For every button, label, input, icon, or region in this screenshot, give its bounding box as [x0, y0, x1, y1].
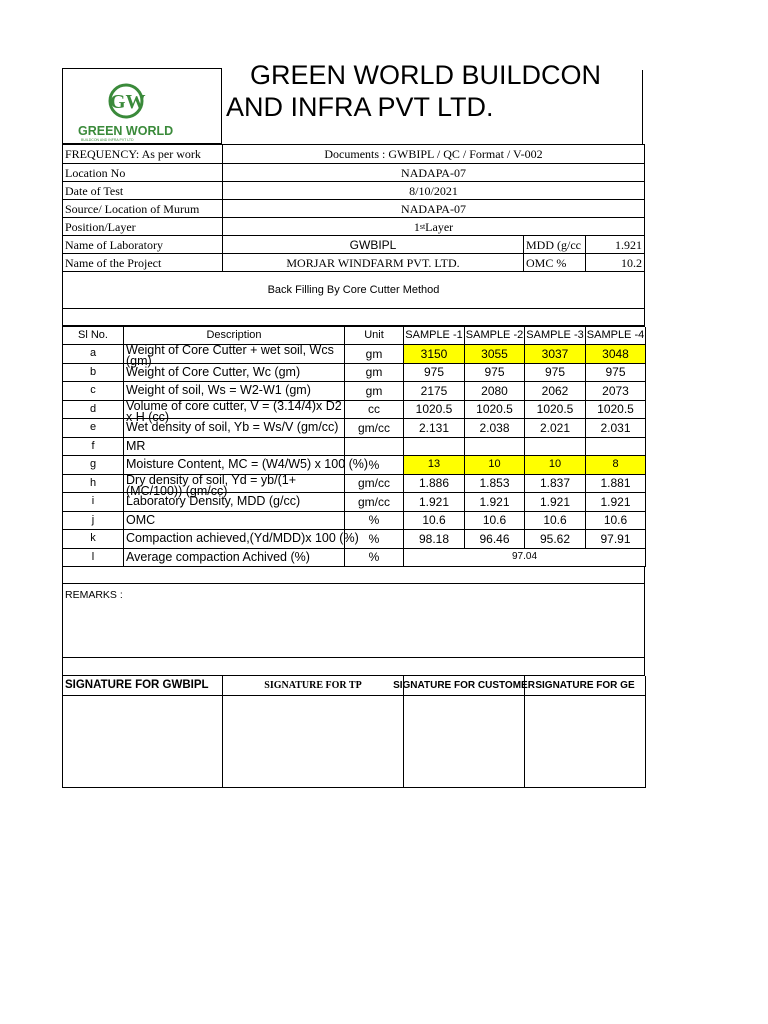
sample-2-value: 2.038: [465, 419, 525, 438]
sample-4-value: 1.881: [586, 475, 646, 494]
sample-3-value: 10: [525, 456, 586, 475]
omc-value: 10.2: [586, 254, 645, 272]
row-description: Moisture Content, MC = (W4/W5) x 100 (%): [124, 456, 345, 475]
green-world-logo-icon: [63, 69, 221, 143]
signature-ge-box: [525, 696, 646, 788]
source-label: Source/ Location of Murum: [63, 200, 223, 218]
sample-1-value: 1.886: [404, 475, 465, 494]
project-value: MORJAR WINDFARM PVT. LTD.: [223, 254, 524, 272]
logo-mark: GW: [110, 91, 146, 113]
location-label: Location No: [63, 164, 223, 182]
title-right-border: [642, 70, 643, 144]
signature-gwbipl-box: [63, 696, 223, 788]
row-description: MR: [124, 438, 345, 457]
company-title-line1: GREEN WORLD BUILDCON: [250, 60, 602, 90]
row-unit: gm/cc: [345, 419, 404, 438]
row-description: OMC: [124, 512, 345, 531]
sample-1-value: 10.6: [404, 512, 465, 531]
row-sl: j: [63, 512, 124, 531]
row-unit: gm: [345, 364, 404, 383]
sample-3-value: 1.837: [525, 475, 586, 494]
row-description: Wet density of soil, Yb = Ws/V (gm/cc): [124, 419, 345, 438]
header-unit: Unit: [345, 327, 404, 345]
header-sample-3: SAMPLE -3: [525, 327, 586, 345]
method-title: Back Filling By Core Cutter Method: [267, 283, 440, 296]
date-label: Date of Test: [63, 182, 223, 200]
average-compaction-value: 97.04: [404, 549, 646, 568]
sample-1-value: 1020.5: [404, 401, 465, 420]
mdd-label: MDD (g/cc: [524, 236, 586, 254]
sample-3-value: 3037: [525, 345, 586, 364]
row-sl: l: [63, 549, 124, 568]
sample-4-value: 2073: [586, 382, 646, 401]
sample-4-value: 97.91: [586, 530, 646, 549]
row-sl: b: [63, 364, 124, 383]
row-unit: [345, 438, 404, 457]
sample-4-value: 1.921: [586, 493, 646, 512]
sample-3-value: [525, 438, 586, 457]
location-value: NADAPA-07: [223, 164, 645, 182]
position-value: 1 st Layer: [223, 218, 645, 236]
company-logo: [62, 68, 222, 144]
row-sl: h: [63, 475, 124, 494]
sample-3-value: 1020.5: [525, 401, 586, 420]
sample-1-value: 13: [404, 456, 465, 475]
sample-3-value: 975: [525, 364, 586, 383]
spacer-row-2: [62, 566, 645, 584]
row-description: Weight of soil, Ws = W2-W1 (gm): [124, 382, 345, 401]
header-sample-4: SAMPLE -4: [586, 327, 646, 345]
row-unit: gm/cc: [345, 493, 404, 512]
sample-4-value: 2.031: [586, 419, 646, 438]
source-value: NADAPA-07: [223, 200, 645, 218]
sample-2-value: 2080: [465, 382, 525, 401]
logo-text: GREEN WORLD: [78, 124, 174, 138]
lab-value: GWBIPL: [223, 236, 524, 254]
signature-gwbipl-label: SIGNATURE FOR GWBIPL: [63, 676, 223, 696]
documents-ref: Documents : GWBIPL / QC / Format / V-002: [223, 145, 645, 164]
row-unit: %: [345, 512, 404, 531]
row-description: Dry density of soil, Yd = yb/(1+(MC/100)) (gm/cc): [124, 475, 345, 494]
sample-2-value: 975: [465, 364, 525, 383]
sample-4-value: 10.6: [586, 512, 646, 531]
row-sl: e: [63, 419, 124, 438]
row-sl: k: [63, 530, 124, 549]
remarks-box: [62, 584, 645, 658]
sample-2-value: 1.921: [465, 493, 525, 512]
signature-tp-label: SIGNATURE FOR TP: [223, 676, 404, 696]
logo-subtext: BUILDCON AND INFRA PVT LTD: [81, 138, 134, 142]
row-description: Laboratory Density, MDD (g/cc): [124, 493, 345, 512]
row-sl: c: [63, 382, 124, 401]
row-unit: gm/cc: [345, 475, 404, 494]
row-unit: %: [345, 530, 404, 549]
sample-4-value: 8: [586, 456, 646, 475]
sample-4-value: [586, 438, 646, 457]
header-sample-1: SAMPLE -1: [404, 327, 465, 345]
test-table: [62, 326, 645, 566]
remarks-label: REMARKS :: [65, 589, 123, 601]
row-unit: cc: [345, 401, 404, 420]
header-sample-2: SAMPLE -2: [465, 327, 525, 345]
position-label: Position/Layer: [63, 218, 223, 236]
sample-1-value: [404, 438, 465, 457]
signature-customer-box: [404, 696, 525, 788]
row-description: Weight of Core Cutter, Wc (gm): [124, 364, 345, 383]
row-sl: d: [63, 401, 124, 420]
sample-3-value: 10.6: [525, 512, 586, 531]
sample-4-value: 3048: [586, 345, 646, 364]
row-unit: %: [345, 549, 404, 568]
sample-1-value: 1.921: [404, 493, 465, 512]
header-sl-no: Sl No.: [63, 327, 124, 345]
row-description: Compaction achieved,(Yd/MDD)x 100 (%): [124, 530, 345, 549]
row-sl: a: [63, 345, 124, 364]
sample-1-value: 975: [404, 364, 465, 383]
sample-2-value: [465, 438, 525, 457]
frequency-label: FREQUENCY: As per work: [63, 145, 223, 164]
company-title-line2: AND INFRA PVT LTD.: [226, 92, 494, 122]
sample-3-value: 1.921: [525, 493, 586, 512]
sample-2-value: 3055: [465, 345, 525, 364]
spacer-row: [62, 309, 645, 326]
row-unit: %: [345, 456, 404, 475]
method-title-box: [62, 271, 645, 309]
header-grid: [62, 144, 645, 271]
sample-2-value: 10.6: [465, 512, 525, 531]
sample-1-value: 2175: [404, 382, 465, 401]
sample-1-value: 3150: [404, 345, 465, 364]
lab-label: Name of Laboratory: [63, 236, 223, 254]
signature-tp-box: [223, 696, 404, 788]
sample-4-value: 975: [586, 364, 646, 383]
row-unit: gm: [345, 382, 404, 401]
sample-2-value: 1.853: [465, 475, 525, 494]
sample-3-value: 2.021: [525, 419, 586, 438]
signature-ge-label: SIGNATURE FOR GE: [525, 676, 646, 696]
row-sl: g: [63, 456, 124, 475]
row-unit: gm: [345, 345, 404, 364]
sample-3-value: 95.62: [525, 530, 586, 549]
date-value: 8/10/2021: [223, 182, 645, 200]
spacer-row-3: [62, 658, 645, 676]
row-description: Weight of Core Cutter + wet soil, Wcs (gm): [124, 345, 345, 364]
sample-2-value: 1020.5: [465, 401, 525, 420]
sample-4-value: 1020.5: [586, 401, 646, 420]
mdd-value: 1.921: [586, 236, 645, 254]
row-sl: i: [63, 493, 124, 512]
header-description: Description: [124, 327, 345, 345]
signature-grid: [62, 676, 645, 788]
sample-2-value: 10: [465, 456, 525, 475]
project-label: Name of the Project: [63, 254, 223, 272]
row-description: Average compaction Achived (%): [124, 549, 345, 568]
sample-2-value: 96.46: [465, 530, 525, 549]
omc-label: OMC %: [524, 254, 586, 272]
sample-3-value: 2062: [525, 382, 586, 401]
row-sl: f: [63, 438, 124, 457]
row-description: Volume of core cutter, V = (3.14/4)x D2 x H (cc): [124, 401, 345, 420]
signature-customer-label: SIGNATURE FOR CUSTOMER: [404, 676, 525, 696]
sample-1-value: 98.18: [404, 530, 465, 549]
sample-1-value: 2.131: [404, 419, 465, 438]
